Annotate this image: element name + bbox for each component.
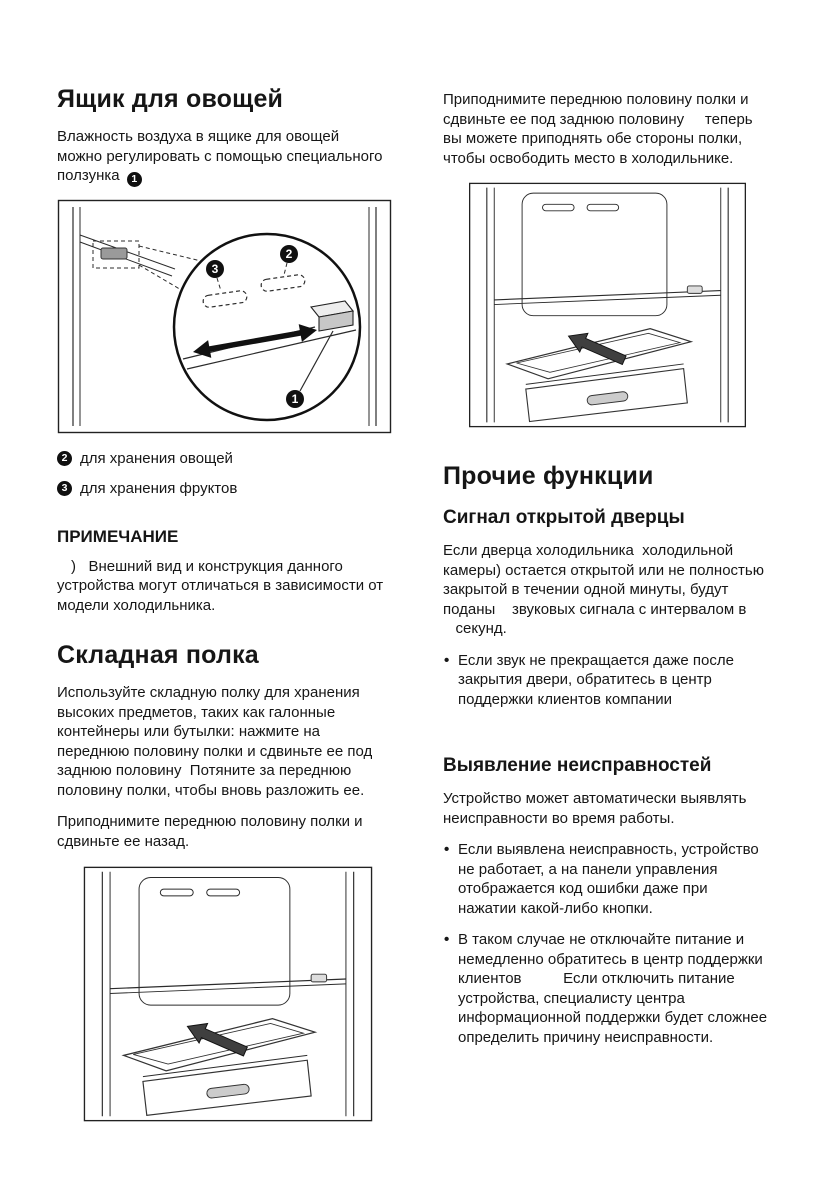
legend-text-vegetables: для хранения овощей — [80, 450, 233, 468]
folding-shelf-illustration-1 — [83, 863, 373, 1125]
troubleshooting-bullet-2: • В таком случае не отключайте питание и немедленно обратитесь в центр поддержки клиентов Если отключить питание устройства, специалисту центра информационной поддержки будет сложнее определить причину неисправности. — [443, 930, 768, 1047]
section-title-folding-shelf: Складная полка — [57, 641, 259, 670]
door-alarm-bullet-1: • Если звук не прекращается даже после закрытия двери, обратитесь в центр поддержки клиентов компании — [443, 651, 768, 710]
left-column — [57, 85, 387, 1141]
humidity-slider-small — [101, 248, 127, 259]
door-alarm-body: Если дверца холодильника холодильной камеры) остается открытой или не полностью закрытой в течении одной минуты, будут поданы звуковых сигнала с интервалом в секунд. — [443, 542, 764, 637]
vegetable-drawer-intro-text: Влажность воздуха в ящике для овощей можно регулировать с помощью специального ползунка — [57, 128, 383, 184]
vegetable-drawer-figure — [57, 199, 387, 434]
section-title-other-functions: Прочие функции — [443, 462, 654, 490]
folding-shelf-illustration-2 — [461, 182, 754, 428]
vegetable-drawer-intro — [57, 127, 387, 187]
callout-3-number: 3 — [211, 262, 219, 277]
shelf-clip — [687, 286, 702, 293]
folding-shelf-figure-1 — [83, 863, 387, 1125]
subsection-title-door-alarm: Сигнал открытой дверцы — [443, 507, 685, 528]
legend-item-fruits — [57, 480, 387, 499]
shelf-step-continued: Приподнимите переднюю половину полки и сдвиньте ее под заднюю половину теперь вы можете приподнять обе стороны полки, чтобы освободить место в холодильнике. — [443, 91, 753, 167]
vegetable-drawer-illustration — [57, 199, 392, 434]
troubleshooting-bullets — [443, 840, 768, 1047]
drawer-legend — [57, 450, 387, 499]
right-column — [443, 90, 768, 1059]
folding-shelf-figure-2 — [461, 182, 768, 428]
note-body: ) Внешний вид и конструкция данного устройства могут отличаться в зависимости от модели холодильника. — [57, 557, 384, 614]
callout-1-marker: 1 — [127, 172, 142, 187]
callout-2-marker: 2 — [57, 451, 72, 466]
door-alarm-bullets — [443, 651, 768, 710]
folding-shelf-step: Приподнимите переднюю половину полки и сдвиньте ее назад. — [57, 813, 363, 850]
callout-2-number: 2 — [285, 247, 293, 262]
subsection-title-troubleshooting: Выявление неисправностей — [443, 755, 712, 776]
troubleshooting-body: Устройство может автоматически выявлять неисправности во время работы. — [443, 790, 747, 827]
folding-shelf-body: Используйте складную полку для хранения высоких предметов, таких как галонные контейнеры или бутылки: нажмите на переднюю половину полки и сдвиньте ее под заднюю половину Потяните за переднюю половину полки, чтобы вновь разложить ее. — [57, 684, 373, 799]
note-title: ПРИМЕЧАНИЕ — [57, 526, 179, 546]
legend-text-fruits: для хранения фруктов — [80, 480, 238, 498]
legend-item-vegetables — [57, 450, 387, 469]
troubleshooting-bullet-1: • Если выявлена неисправность, устройство не работает, а на панели управления отображается код ошибки даже при нажатии какой-либо кнопки. — [443, 840, 768, 918]
section-title-vegetable-drawer: Ящик для овощей — [57, 85, 284, 113]
callout-1-number: 1 — [291, 392, 299, 407]
callout-3-marker: 3 — [57, 481, 72, 496]
shelf-clip — [311, 975, 326, 983]
